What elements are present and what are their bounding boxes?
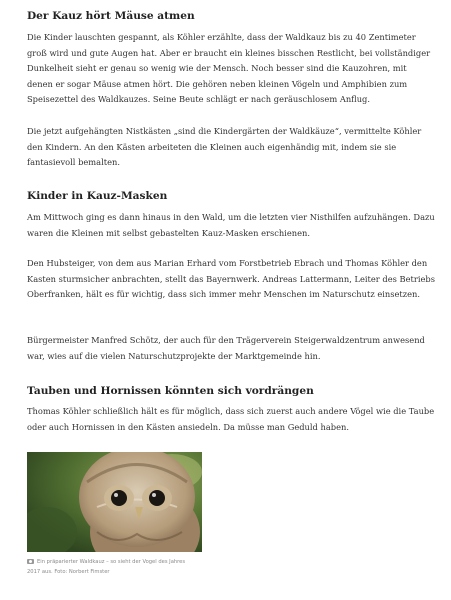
section-heading-masken: Kinder in Kauz-Masken [27,190,168,202]
owl-image [27,452,202,552]
paragraph: Am Mittwoch ging es dann hinaus in den Wald, um die letzten vier Nisthilfen aufzuhängen. Dazu waren die Kleinen mit selbst gebastelten Kauz-Masken erschienen. [27,212,435,238]
camera-icon [27,559,34,564]
paragraph: Bürgermeister Manfred Schötz, der auch für den Trägerverein Steigerwaldzentrum anwesend war, wies auf die vielen Naturschutzprojekte der Marktgemeinde hin. [27,335,425,361]
paragraph: Die jetzt aufgehängten Nistkästen „sind die Kindergärten der Waldkäuze“, vermittelte Köhler den Kindern. An den Kästen arbeiteten die Kleinen auch eigenhändig mit, indem sie sie fantasievoll bemalten. [27,126,422,168]
paragraph: Den Hubsteiger, von dem aus Marian Erhard vom Forstbetrieb Ebrach und Thomas Köhler den Kasten sturmsicher anbrachten, stellt das Bayernwerk. Andreas Lattermann, Leiter des Betriebs Oberfranken, hält es für wichtig, dass sich immer mehr Menschen im Naturschutz einsetzen. [27,258,435,300]
photo-caption: Ein präparierter Waldkauz – so sieht der Vogel des Jahres 2017 aus. Foto: Norbert Fimster [27,559,186,575]
section-heading-tauben: Tauben und Hornissen könnten sich vordrängen [27,385,314,397]
paragraph: Thomas Köhler schließlich hält es für möglich, dass sich zuerst auch andere Vögel wie die Taube oder auch Hornissen in den Kästen ansiedeln. Da müsse man Geduld haben. [27,406,435,432]
section-heading-kauz: Der Kauz hört Mäuse atmen [27,10,195,22]
paragraph: Die Kinder lauschten gespannt, als Köhler erzählte, dass der Waldkauz bis zu 40 Zentimeter groß wird und gute Augen hat. Aber er braucht ein kleines bisschen Restlicht, bei vollständiger Dunkelheit sieht er genau so wenig wie der Mensch. Noch besser sind die Kauzohren, mit denen er sogar Mäuse atmen hört. Die gehören neben kleinen Vögeln und Amphibien zum Speisezettel des Waldkauzes. Seine Beute schlägt er nach geräuschlosem Anflug. [27,32,431,105]
owl-photo[interactable] [27,452,202,552]
